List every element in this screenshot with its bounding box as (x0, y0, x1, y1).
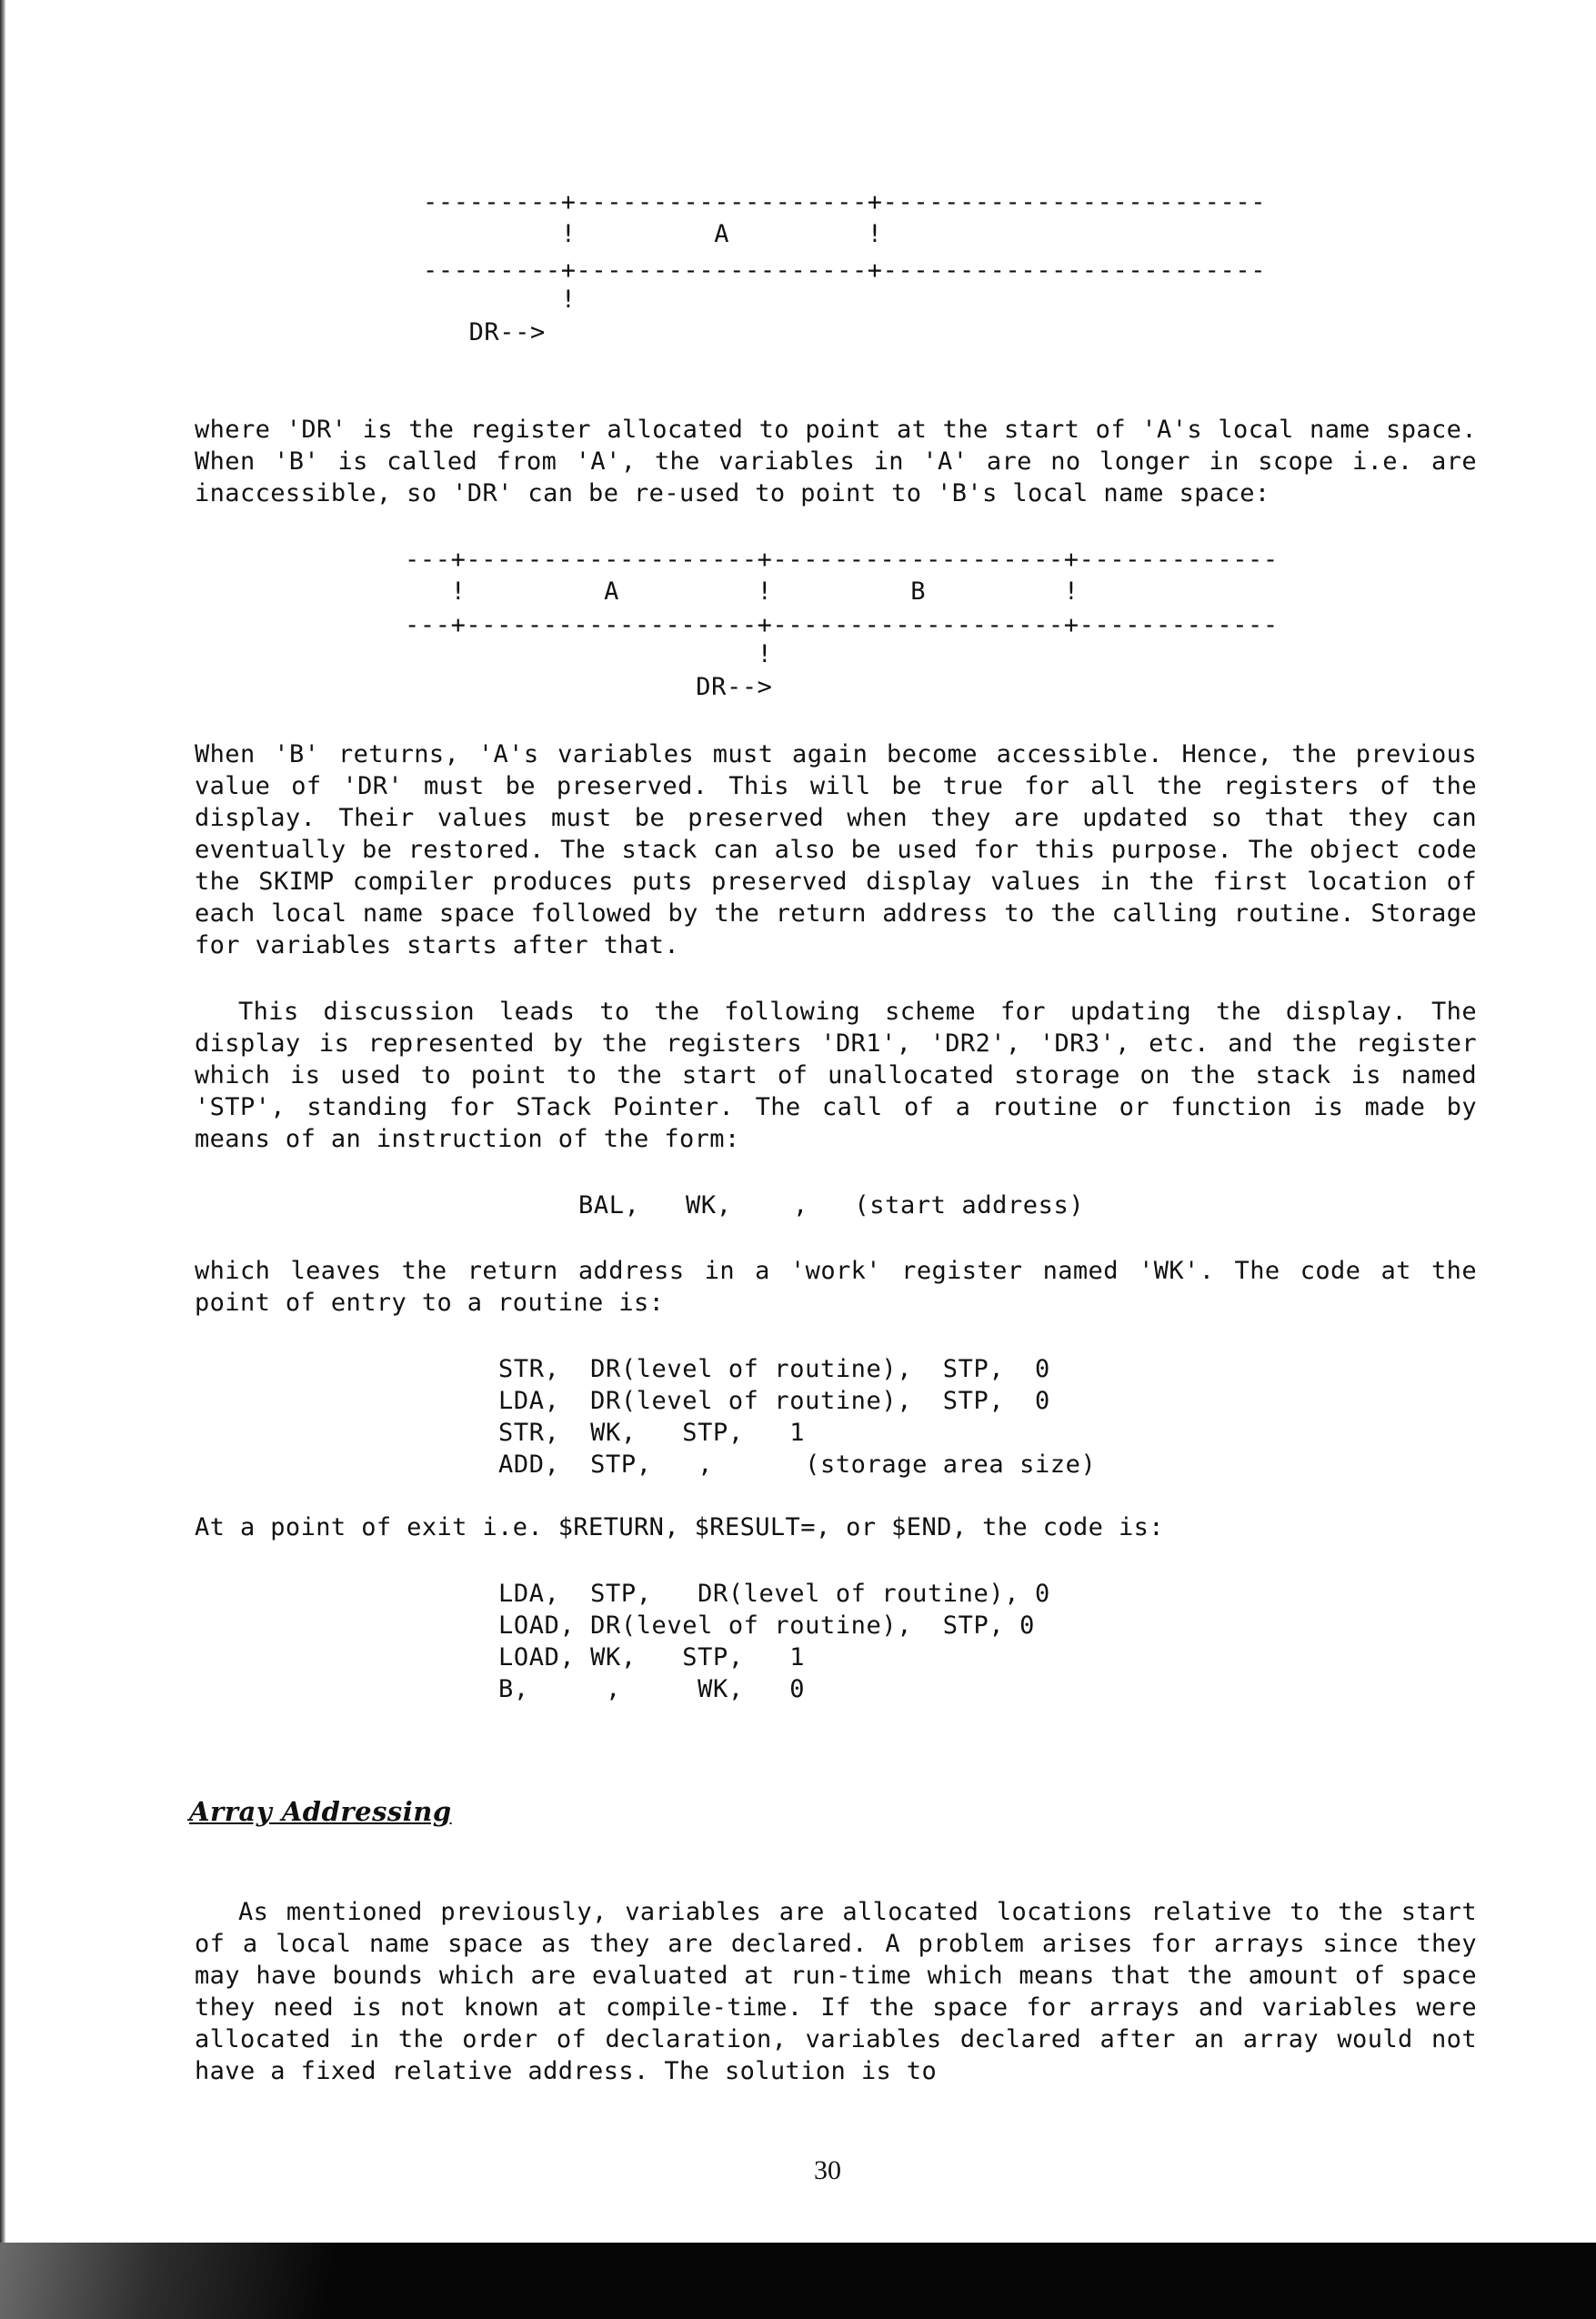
diagram1-line-4: ! (423, 286, 577, 314)
code-exit-line: LOAD, DR(level of routine), STP, 0 (498, 1611, 1035, 1640)
paragraph-exit-point: At a point of exit i.e. $RETURN, $RESULT=, or $END, the code is: (195, 1513, 1164, 1541)
diagram2-line-3: ---+-------------------+-------------------+------------- (405, 611, 1279, 639)
diagram2-line-1: ---+-------------------+-------------------+------------- (405, 546, 1279, 574)
diagram1-pointer-label: DR--> (423, 318, 546, 346)
diagram1-line-2: ! A ! (423, 220, 883, 248)
paragraph-array-allocation: As mentioned previously, variables are allocated locations relative to the start of a local name space as they are declared. A problem arises for arrays since they may have bounds which are evaluated at run-time which means that the amount of space they need is not known at compile-time. If the space for arrays and variables were allocated in the order of declaration, variables declared after an array would not have a fixed relative address. The solution is to (195, 1898, 1477, 2085)
paragraph-work-register: which leaves the return address in a 'work' register named 'WK'. The code at the point of entry to a routine is: (195, 1257, 1477, 1317)
diagram2-line-4: ! (405, 640, 773, 668)
page-edge (0, 0, 5, 2319)
code-exit-line: LOAD, WK, STP, 1 (498, 1643, 806, 1671)
code-entry-line: ADD, STP, , (storage area size) (498, 1451, 1097, 1479)
diagram2-line-2: ! A ! B ! (405, 577, 1079, 606)
page-number: 30 (814, 2155, 841, 2185)
section-heading-array-addressing: Array Addressing (189, 1796, 452, 1827)
code-entry-line: LDA, DR(level of routine), STP, 0 (498, 1387, 1050, 1415)
paragraph-dr-register: where 'DR' is the register allocated to point at the start of 'A's local name space. When 'B' is called from 'A', the variables in 'A' are no longer in scope i.e. are inaccessible, so 'DR' can be re-used to point to 'B's local name space: (195, 416, 1477, 507)
code-exit-line: B, , WK, 0 (498, 1675, 806, 1703)
scan-border-bottom (0, 2243, 1596, 2319)
code-entry-line: STR, WK, STP, 1 (498, 1419, 806, 1447)
paragraph-preserve-display: When 'B' returns, 'A's variables must again become accessible. Hence, the previous value of 'DR' must be preserved. This will be true for all the registers of the display. Their values must be preserved when they are updated so that they can eventually be restored. The stack can also be used for this purpose. The object code the SKIMP compiler produces puts preserved display values in the first location of each local name space followed by the return address to the calling routine. Storage for variables starts after that. (195, 740, 1477, 959)
paragraph-display-scheme: This discussion leads to the following scheme for updating the display. The display is represented by the registers 'DR1', 'DR2', 'DR3', etc. and the register which is used to point to the start of unallocated storage on the stack is named 'STP', standing for STack Pointer. The call of a routine or function is made by means of an instruction of the form: (195, 998, 1477, 1153)
code-exit-line: LDA, STP, DR(level of routine), 0 (498, 1580, 1050, 1608)
code-entry-line: STR, DR(level of routine), STP, 0 (498, 1355, 1050, 1383)
scan-smudge (0, 2243, 437, 2319)
diagram1-line-1: ---------+-------------------+------------------------- (423, 188, 1267, 216)
code-call-instruction: BAL, WK, , (start address) (578, 1191, 1085, 1220)
diagram1-line-3: ---------+-------------------+------------------------- (423, 256, 1267, 285)
diagram2-pointer-label: DR--> (405, 673, 773, 701)
